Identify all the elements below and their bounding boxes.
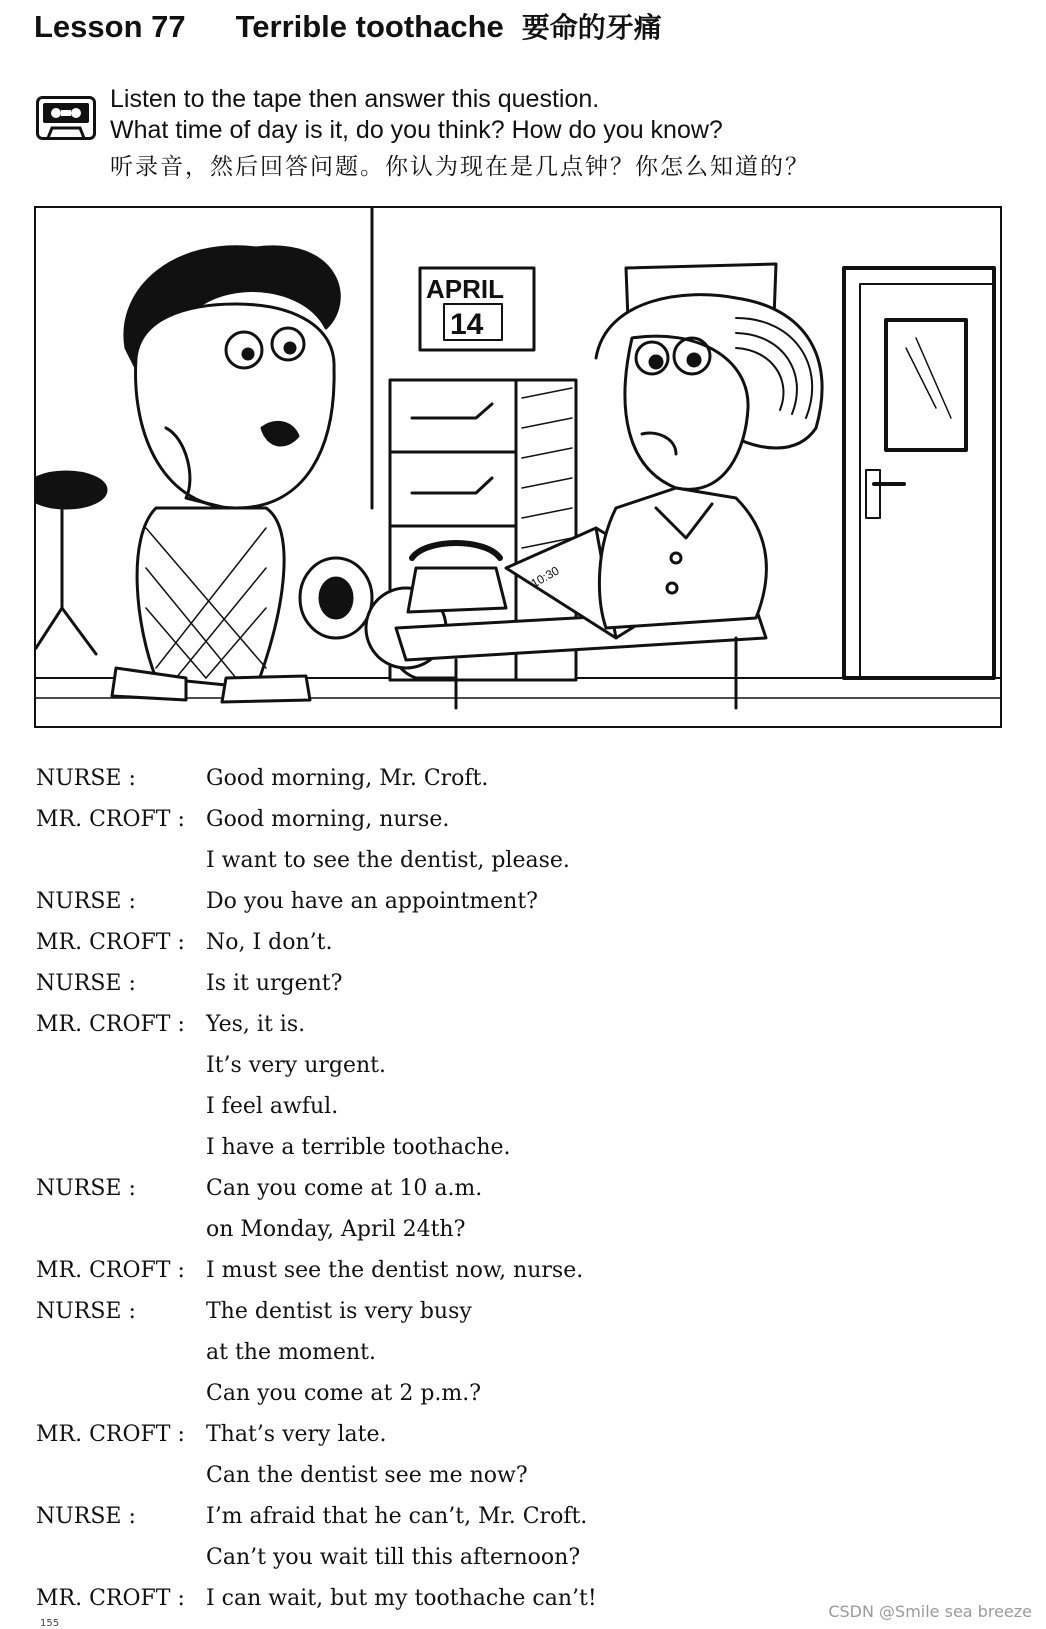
calendar-month: APRIL — [426, 274, 504, 304]
dialogue-line — [36, 758, 796, 799]
dialogue-line — [36, 1537, 796, 1578]
speaker-label: MR. CROFT : — [36, 930, 185, 955]
dialogue-text: Can you come at 2 p.m.? — [206, 1381, 482, 1406]
dialogue-line — [36, 1496, 796, 1537]
dialogue-line — [36, 922, 796, 963]
dialogue-text: Good morning, nurse. — [206, 807, 450, 832]
lesson-title: Terrible toothache — [235, 9, 504, 44]
dialogue-line — [36, 840, 796, 881]
instruction-line-1: Listen to the tape then answer this question. — [110, 85, 600, 113]
speaker-label: NURSE : — [36, 889, 136, 914]
speaker-label: MR. CROFT : — [36, 1012, 185, 1037]
dialogue-text: Can you come at 10 a.m. — [206, 1176, 483, 1201]
listening-instructions — [110, 84, 1010, 183]
dialogue-line — [36, 1250, 796, 1291]
dialogue-line — [36, 1373, 796, 1414]
dialogue-text: I can wait, but my toothache can’t! — [206, 1586, 597, 1611]
dialogue-text: at the moment. — [206, 1340, 376, 1365]
dialogue-text: Can’t you wait till this afternoon? — [206, 1545, 581, 1570]
dialogue-text: Good morning, Mr. Croft. — [206, 766, 489, 791]
cassette-tape-icon — [36, 96, 96, 140]
speaker-label: NURSE : — [36, 1504, 136, 1529]
speaker-label: MR. CROFT : — [36, 1258, 185, 1283]
dialogue-line — [36, 1004, 796, 1045]
dialogue-text: I want to see the dentist, please. — [206, 848, 570, 873]
dialogue-text: No, I don’t. — [206, 930, 333, 955]
instruction-line-2: What time of day is it, do you think? How do you know? — [110, 116, 723, 144]
dialogue-text: I feel awful. — [206, 1094, 339, 1119]
dialogue-line — [36, 1332, 796, 1373]
speaker-label: NURSE : — [36, 1176, 136, 1201]
dialogue-text: Is it urgent? — [206, 971, 343, 996]
calendar-day: 14 — [450, 308, 484, 341]
dialogue-line — [36, 1291, 796, 1332]
dialogue-text: Can the dentist see me now? — [206, 1463, 528, 1488]
dialogue-text: Yes, it is. — [206, 1012, 306, 1037]
dialogue-line — [36, 1455, 796, 1496]
lesson-illustration — [34, 206, 1002, 728]
dialogue-text: I have a terrible toothache. — [206, 1135, 511, 1160]
lesson-number: Lesson 77 — [34, 9, 186, 44]
dialogue-text: It’s very urgent. — [206, 1053, 386, 1078]
dialogue-text: The dentist is very busy — [206, 1299, 472, 1324]
speaker-label: MR. CROFT : — [36, 807, 185, 832]
dialogue-line — [36, 1578, 796, 1619]
dialogue-text: Do you have an appointment? — [206, 889, 538, 914]
dialogue-line — [36, 1209, 796, 1250]
lesson-title-cn: 要命的牙痛 — [521, 11, 662, 44]
dialogue-text: That’s very late. — [206, 1422, 387, 1447]
stool — [36, 472, 106, 654]
watermark: CSDN @Smile sea breeze — [828, 1602, 1032, 1621]
wall-calendar — [420, 268, 534, 350]
door — [844, 268, 994, 678]
dialogue-text: on Monday, April 24th? — [206, 1217, 466, 1242]
nurse-figure — [596, 264, 822, 628]
dialogue-line — [36, 1045, 796, 1086]
speaker-label: NURSE : — [36, 1299, 136, 1324]
dialogue-line — [36, 799, 796, 840]
dialogue — [36, 758, 796, 1619]
dialogue-text: I must see the dentist now, nurse. — [206, 1258, 584, 1283]
dialogue-line — [36, 881, 796, 922]
speaker-label: MR. CROFT : — [36, 1422, 185, 1447]
dialogue-line — [36, 963, 796, 1004]
speaker-label: NURSE : — [36, 766, 136, 791]
speaker-label: NURSE : — [36, 971, 136, 996]
page-number: 155 — [40, 1618, 60, 1629]
dialogue-text: I’m afraid that he can’t, Mr. Croft. — [206, 1504, 588, 1529]
appointment-book-time: 10:30 — [528, 563, 562, 591]
speaker-label: MR. CROFT : — [36, 1586, 185, 1611]
lesson-header — [34, 6, 662, 46]
mr-croft-figure — [112, 247, 372, 702]
instruction-line-cn: 听录音，然后回答问题。你认为现在是几点钟？你怎么知道的？ — [110, 154, 810, 180]
dialogue-line — [36, 1168, 796, 1209]
dialogue-line — [36, 1127, 796, 1168]
dialogue-line — [36, 1086, 796, 1127]
dialogue-line — [36, 1414, 796, 1455]
